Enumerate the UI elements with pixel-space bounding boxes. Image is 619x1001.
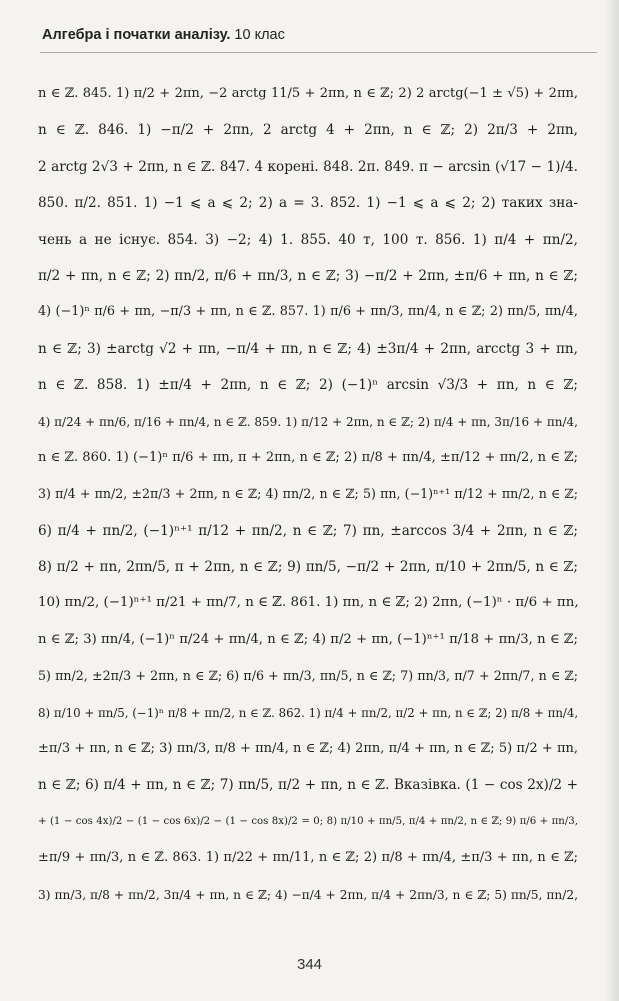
header-rule	[40, 52, 597, 53]
text-line: n ∈ ℤ. 846. 1) −π/2 + 2πn, 2 arctg 4 + 2πn, n ∈ ℤ; 2) 2π/3 + 2πn,	[38, 122, 578, 139]
text-line: ±π/3 + πn, n ∈ ℤ; 3) πn/3, π/8 + πn/4, n ∈ ℤ; 4) 2πn, π/4 + πn, n ∈ ℤ; 5) π/2 + πn,	[38, 741, 578, 757]
text-line: 10) πn/2, (−1)ⁿ⁺¹ π/21 + πn/7, n ∈ ℤ. 861. 1) πn, n ∈ ℤ; 2) 2πn, (−1)ⁿ · π/6 + πn,	[38, 595, 579, 611]
page-number: 344	[296, 956, 323, 973]
text-line: 3) π/4 + πn/2, ±2π/3 + 2πn, n ∈ ℤ; 4) πn/2, n ∈ ℤ; 5) πn, (−1)ⁿ⁺¹ π/12 + πn/2, n ∈ ℤ;	[38, 486, 578, 502]
text-line: ±π/9 + πn/3, n ∈ ℤ. 863. 1) π/22 + πn/11, n ∈ ℤ; 2) π/8 + πn/4, ±π/3 + πn, n ∈ ℤ;	[38, 850, 578, 866]
text-line: 850. π/2. 851. 1) −1 ⩽ a ⩽ 2; 2) a = 3. 852. 1) −1 ⩽ a ⩽ 2; 2) таких зна-	[38, 195, 578, 212]
text-line: n ∈ ℤ; 3) πn/4, (−1)ⁿ π/24 + πn/4, n ∈ ℤ; 4) π/2 + πn, (−1)ⁿ⁺¹ π/18 + πn/3, n ∈ ℤ;	[38, 631, 578, 647]
text-line: 4) π/24 + πn/6, π/16 + πn/4, n ∈ ℤ. 859. 1) π/12 + 2πn, n ∈ ℤ; 2) π/4 + πn, 3π/16 + πn/4,	[38, 414, 578, 429]
text-line: n ∈ ℤ. 858. 1) ±π/4 + 2πn, n ∈ ℤ; 2) (−1)ⁿ arcsin √3/3 + πn, n ∈ ℤ;	[38, 377, 578, 394]
running-header	[42, 27, 285, 43]
text-line: 8) π/2 + πn, 2πn/5, π + 2πn, n ∈ ℤ; 9) πn/5, −π/2 + 2πn, π/10 + 2πn/5, n ∈ ℤ;	[38, 559, 578, 576]
book-title: Алгебра і початки аналізу.	[42, 27, 231, 43]
text-line: n ∈ ℤ. 845. 1) π/2 + 2πn, −2 arctg 11/5 + 2πn, n ∈ ℤ; 2) 2 arctg(−1 ± √5) + 2πn,	[38, 86, 578, 101]
page-edge-shadow	[605, 0, 619, 1001]
text-line: 4) (−1)ⁿ π/6 + πn, −π/3 + πn, n ∈ ℤ. 857. 1) π/6 + πn/3, πn/4, n ∈ ℤ; 2) πn/5, πn/4,	[38, 304, 578, 320]
text-line: 8) π/10 + πn/5, (−1)ⁿ π/8 + πn/2, n ∈ ℤ. 862. 1) π/4 + πn/2, π/2 + πn, n ∈ ℤ; 2) π/8 + πn/4,	[38, 705, 579, 720]
text-line: n ∈ ℤ; 3) ±arctg √2 + πn, −π/4 + πn, n ∈ ℤ; 4) ±3π/4 + 2πn, arcctg 3 + πn,	[38, 340, 578, 357]
text-line: n ∈ ℤ; 6) π/4 + πn, n ∈ ℤ; 7) πn/5, π/2 + πn, n ∈ ℤ. Вказівка. (1 − cos 2x)/2 +	[38, 777, 578, 794]
text-line: 5) πn/2, ±2π/3 + 2πn, n ∈ ℤ; 6) π/6 + πn/3, πn/5, n ∈ ℤ; 7) πn/3, π/7 + 2πn/7, n ∈ ℤ;	[38, 668, 578, 684]
text-line: 3) πn/3, π/8 + πn/2, 3π/4 + πn, n ∈ ℤ; 4) −π/4 + 2πn, π/4 + 2πn/3, n ∈ ℤ; 5) πn/5, πn/2,	[38, 887, 578, 902]
text-line: π/2 + πn, n ∈ ℤ; 2) πn/2, π/6 + πn/3, n ∈ ℤ; 3) −π/2 + 2πn, ±π/6 + πn, n ∈ ℤ;	[38, 267, 578, 284]
answers-text	[38, 76, 578, 913]
text-line: чень a не існує. 854. 3) −2; 4) 1. 855. 40 т, 100 т. 856. 1) π/4 + πn/2,	[38, 231, 578, 248]
text-line: 2 arctg 2√3 + 2πn, n ∈ ℤ. 847. 4 корені. 848. 2π. 849. π − arcsin (√17 − 1)/4.	[38, 158, 578, 175]
grade-label: 10 клас	[234, 27, 285, 43]
text-line: n ∈ ℤ. 860. 1) (−1)ⁿ π/6 + πn, π + 2πn, n ∈ ℤ; 2) π/8 + πn/4, ±π/12 + πn/2, n ∈ ℤ;	[38, 449, 578, 465]
text-line: 6) π/4 + πn/2, (−1)ⁿ⁺¹ π/12 + πn/2, n ∈ ℤ; 7) πn, ±arccos 3/4 + 2πn, n ∈ ℤ;	[38, 522, 578, 539]
text-line: + (1 − cos 4x)/2 − (1 − cos 6x)/2 − (1 − cos 8x)/2 = 0; 8) π/10 + πn/5, π/4 + πn/2, n ∈ ℤ; 9) π/6 + πn/3,	[38, 815, 578, 827]
